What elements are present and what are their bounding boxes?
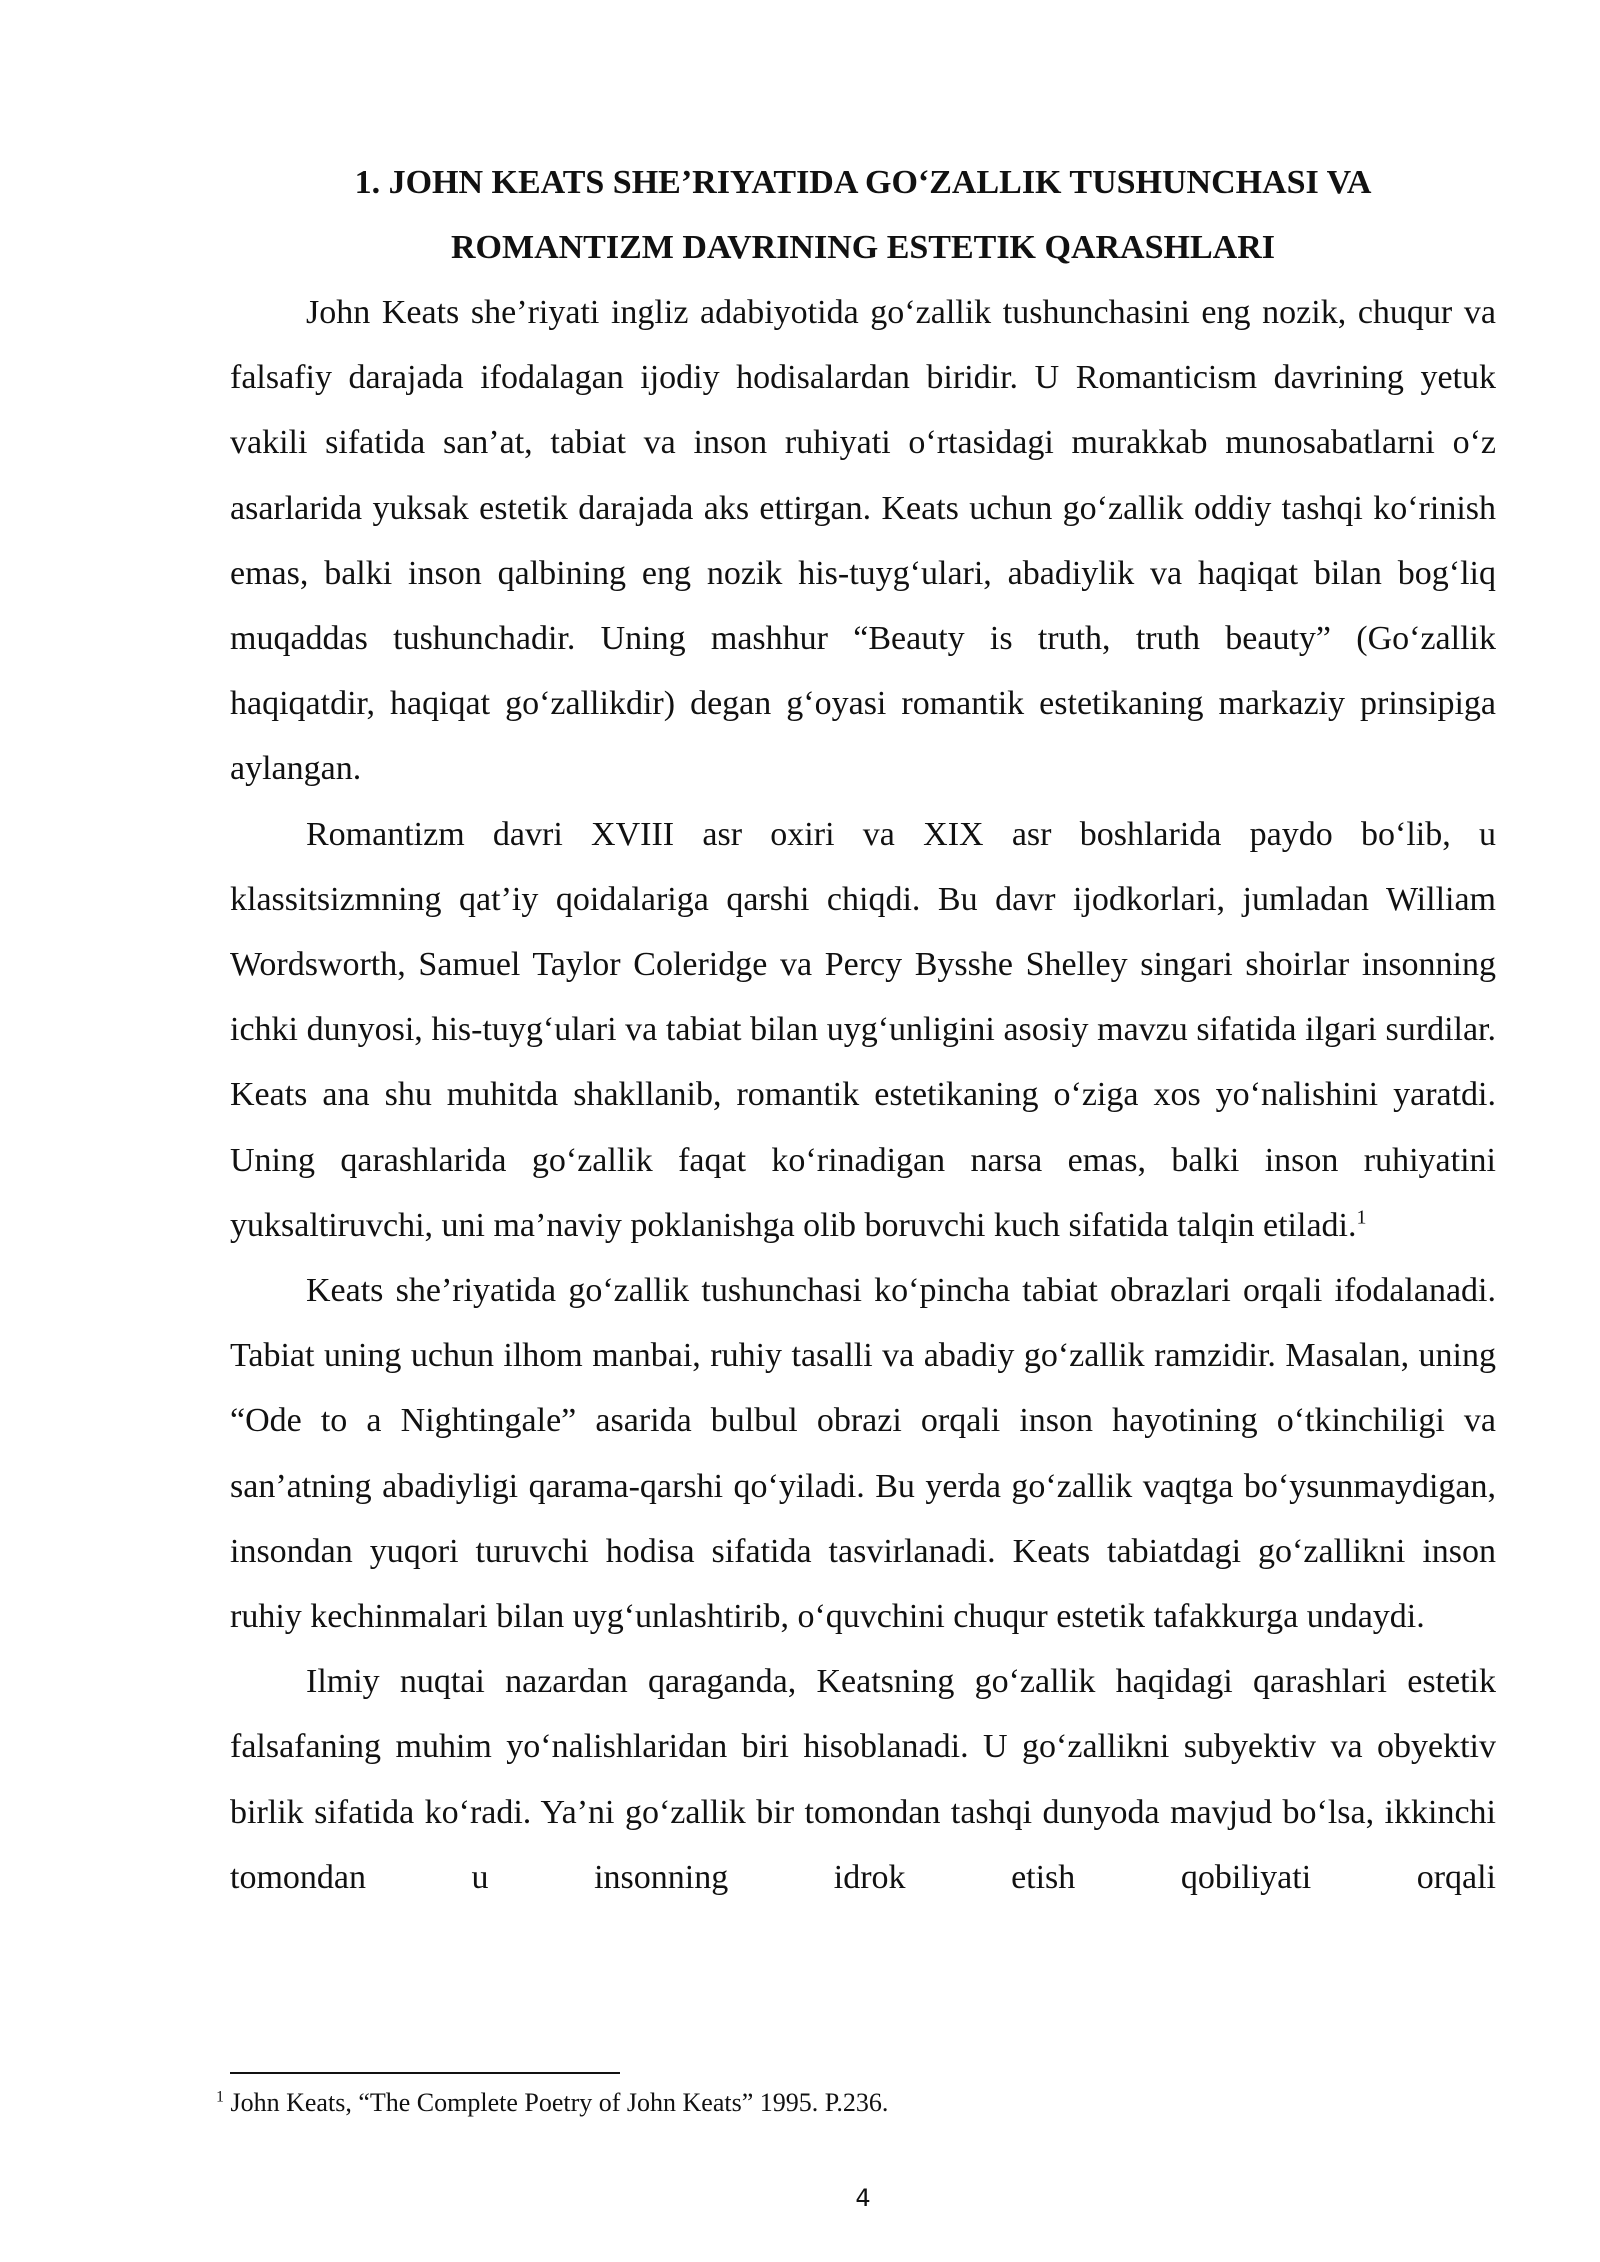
footnote xyxy=(216,2086,1496,2120)
paragraph-1: John Keats she’riyati ingliz adabiyotida go‘zallik tushunchasini eng nozik, chuqur va falsafiy darajada ifodalagan ijodiy hodisalardan biridir. U Romanticism davrining yetuk vakili sifatida san’at, tabiat va inson ruhiyati o‘rtasidagi murakkab munosabatlarni o‘z asarlarida yuksak estetik darajada aks ettirgan. Keats uchun go‘zallik oddiy tashqi ko‘rinish emas, balki inson qalbining eng nozik his-tuyg‘ulari, abadiylik va haqiqat bilan bog‘liq muqaddas tushunchadir. Uning mashhur “Beauty is truth, truth beauty” (Go‘zallik haqiqatdir, haqiqat go‘zallikdir) degan g‘oyasi romantik estetikaning markaziy prinsipiga aylangan. xyxy=(230,294,1496,788)
paragraph-3: Keats she’riyatida go‘zallik tushunchasi ko‘pincha tabiat obrazlari orqali ifodalanadi. Tabiat uning uchun ilhom manbai, ruhiy tasalli va abadiy go‘zallik ramzidir. Masalan, uning “Ode to a Nightingale” asarida bulbul obrazi orqali inson hayotining o‘tkinchiligi va san’atning abadiyligi qarama-qarshi qo‘yiladi. Bu yerda go‘zallik vaqtga bo‘ysunmaydigan, insondan yuqori turuvchi hodisa sifatida tasvirlanadi. Keats tabiatdagi go‘zallikni inson ruhiy kechinmalari bilan uyg‘unlashtirib, o‘quvchini chuqur estetik tafakkurga undaydi. xyxy=(230,1272,1496,1636)
footnote-marker: 1 xyxy=(216,2088,224,2106)
chapter-title xyxy=(230,150,1496,280)
chapter-title-line-2: ROMANTIZM DAVRINING ESTETIK QARASHLARI xyxy=(450,229,1275,266)
paragraph-2-text: Romantizm davri XVIII asr oxiri va XIX asr boshlarida paydo bo‘lib, u klassitsizmning qat’iy qoidalariga qarshi chiqdi. Bu davr ijodkorlari, jumladan William Wordsworth, Samuel Taylor Coleridge va Percy Bysshe Shelley singari shoirlar insonning ichki dunyosi, his-tuyg‘ulari va tabiat bilan uyg‘unligini asosiy mavzu sifatida ilgari surdilar. Keats ana shu muhitda shakllanib, romantik estetikaning o‘ziga xos yo‘nalishini yaratdi. Uning qarashlarida go‘zallik faqat ko‘rinadigan narsa emas, balki inson ruhiyatini yuksaltiruvchi, uni ma’naviy poklanishga olib boruvchi kuch sifatida talqin etiladi. xyxy=(230,815,1496,1244)
paragraph-4: Ilmiy nuqtai nazardan qaraganda, Keatsning go‘zallik haqidagi qarashlari estetik falsafaning muhim yo‘nalishlaridan biri hisoblanadi. U go‘zallikni subyektiv va obyektiv birlik sifatida ko‘radi. Ya’ni go‘zallik bir tomondan tashqi dunyoda mavjud bo‘lsa, ikkinchi tomondan u insonning idrok etish qobiliyati orqali xyxy=(230,1663,1496,1896)
footnote-reference[interactable]: 1 xyxy=(1356,1206,1367,1229)
page-body xyxy=(230,150,1496,1910)
footnote-separator xyxy=(230,2072,620,2074)
paragraph-2 xyxy=(230,802,1496,1258)
footnote-text: John Keats, “The Complete Poetry of John Keats” 1995. P.236. xyxy=(230,2088,889,2117)
page-number: 4 xyxy=(855,2184,871,2212)
chapter-title-line-1: 1. JOHN KEATS SHE’RIYATIDA GO‘ZALLIK TUSHUNCHASI VA xyxy=(354,164,1372,201)
